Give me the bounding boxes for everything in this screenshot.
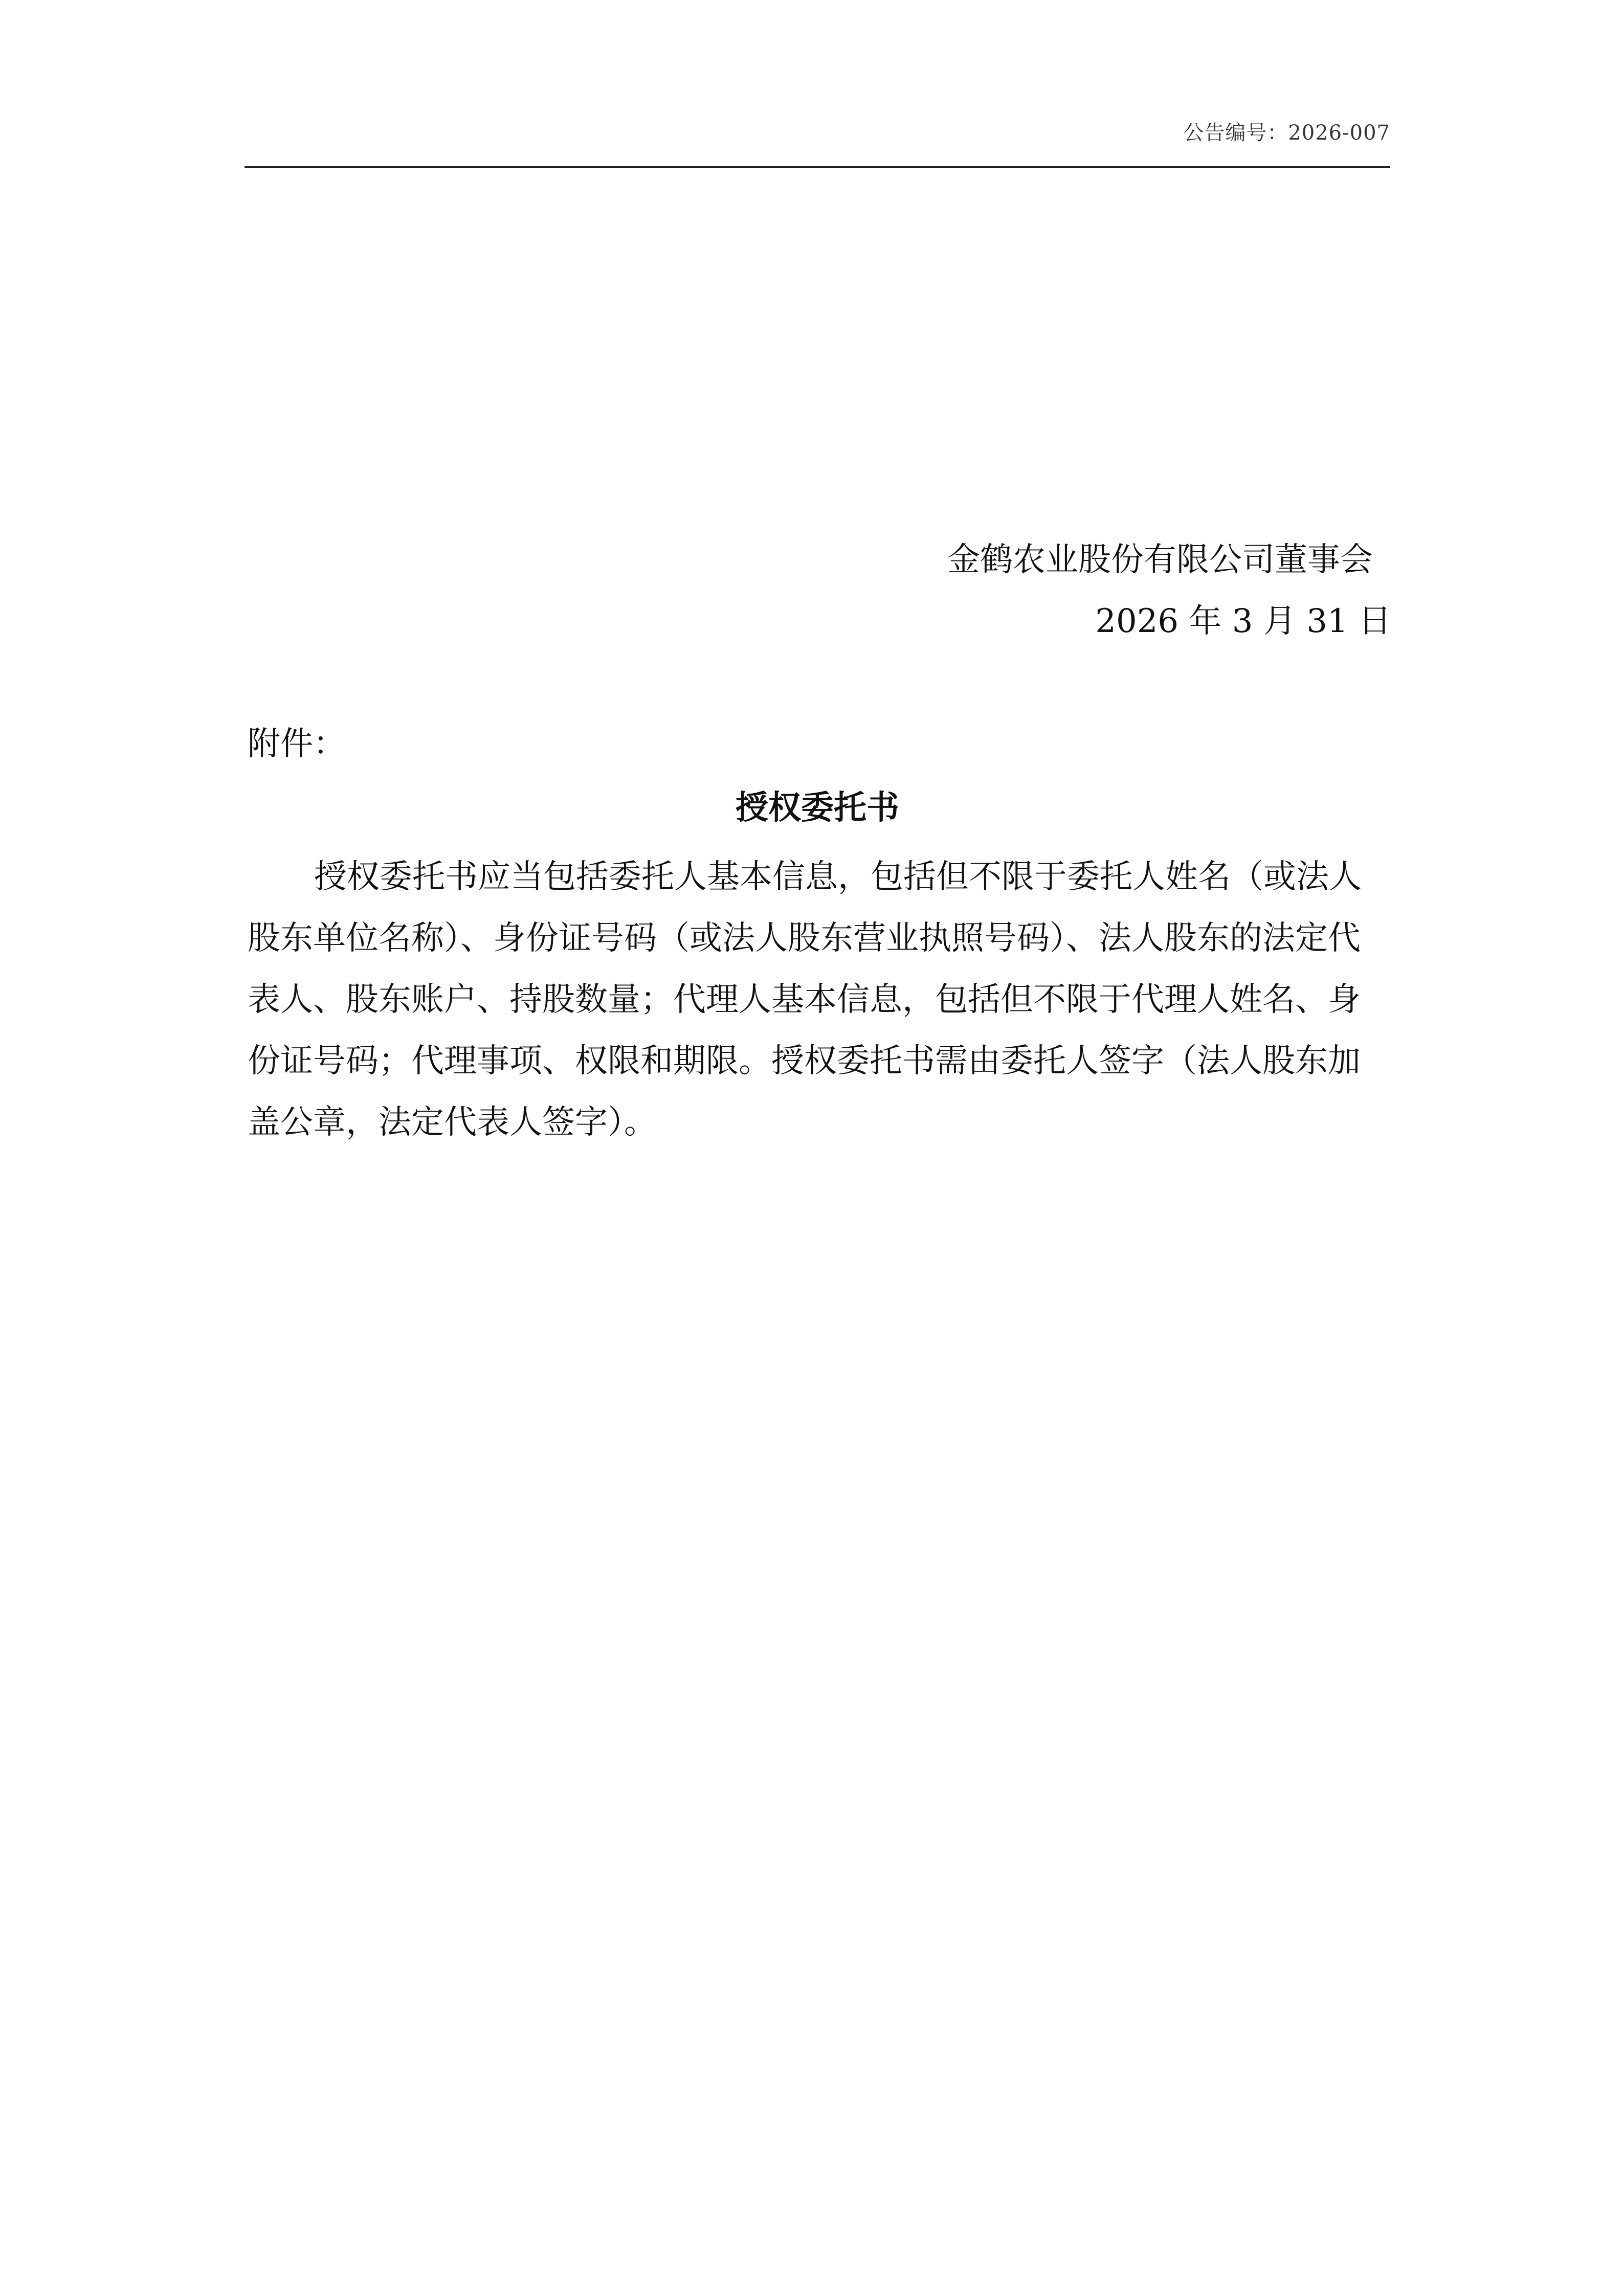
- page-header: [244, 118, 1390, 169]
- header-divider: [244, 166, 1390, 168]
- annex-label: 附件：: [248, 725, 346, 763]
- body-line: 份证号码；代理事项、权限和期限。授权委托书需由委托人签字（法人股东加: [248, 1042, 1361, 1080]
- issue-date: 2026 年 3 月 31 日: [1095, 602, 1391, 640]
- issuer-name: 金鹤农业股份有限公司董事会: [947, 541, 1373, 579]
- annex-title: 授权委托书: [736, 789, 899, 827]
- body-line: 授权委托书应当包括委托人基本信息，包括但不限于委托人姓名（或法人: [314, 858, 1362, 896]
- annex-body: [248, 846, 1393, 1153]
- signature-block: [947, 529, 1391, 652]
- body-line: 股东单位名称）、身份证号码（或法人股东营业执照号码）、法人股东的法定代: [248, 919, 1361, 957]
- body-line: 表人、股东账户、持股数量；代理人基本信息，包括但不限于代理人姓名、身: [248, 981, 1361, 1019]
- announcement-number: 公告编号：2026-007: [1183, 121, 1390, 145]
- body-line: 盖公章，法定代表人签字）。: [248, 1104, 657, 1141]
